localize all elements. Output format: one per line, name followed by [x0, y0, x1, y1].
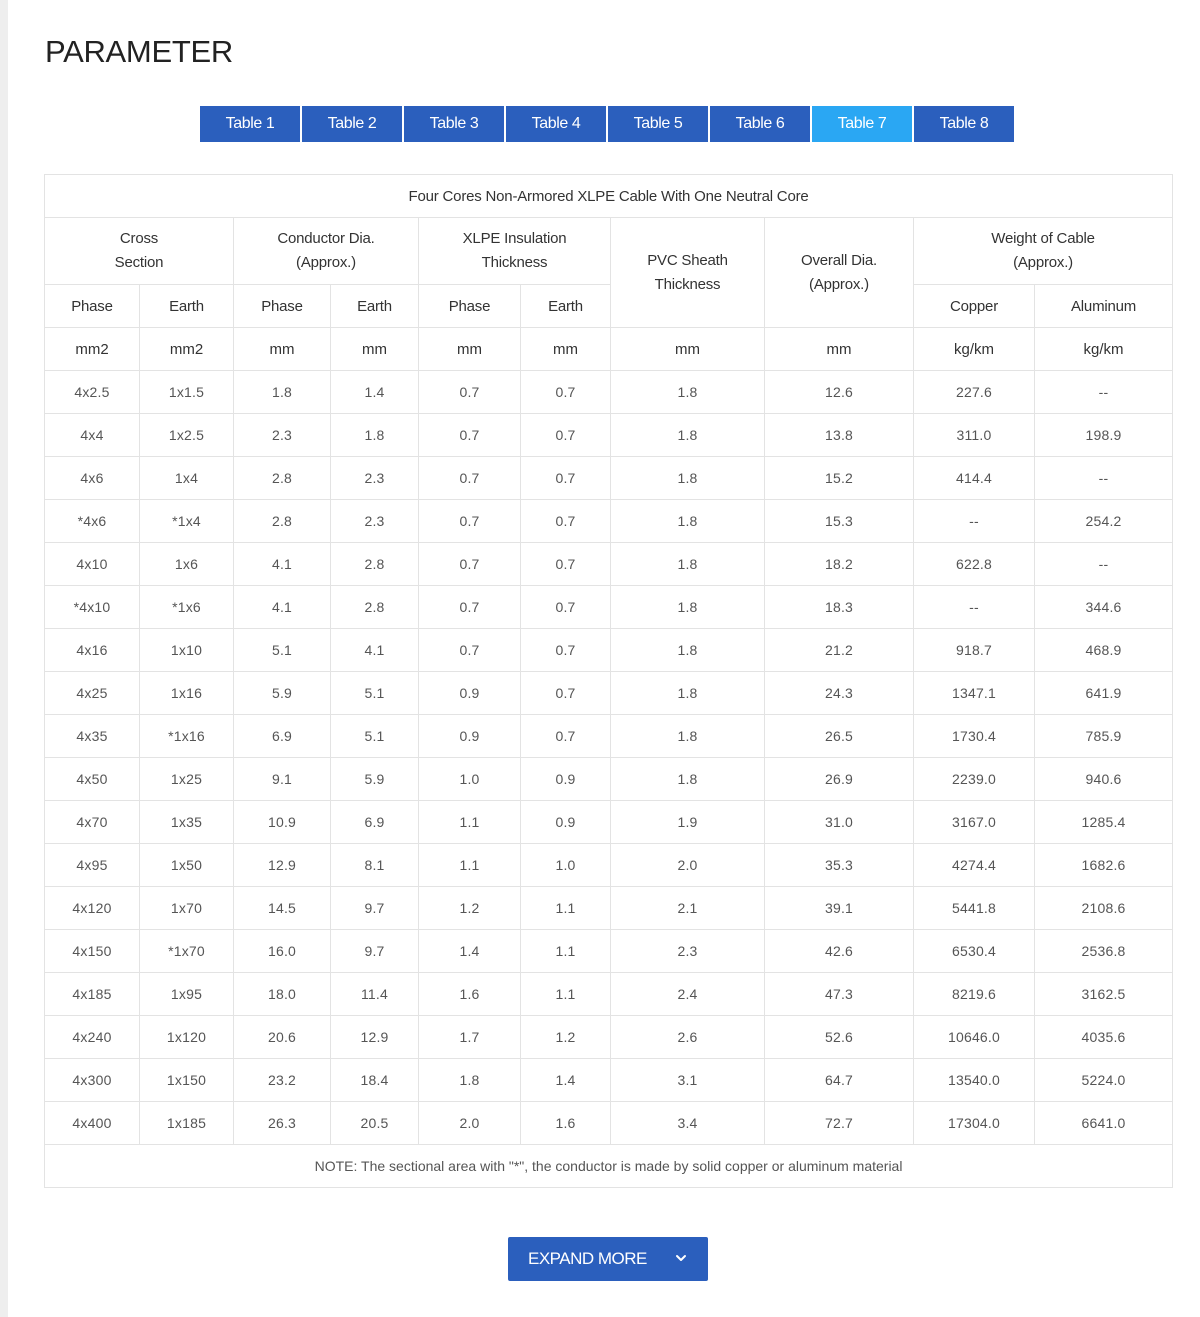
table-row: [45, 586, 1173, 629]
table-cell: 64.7: [765, 1059, 914, 1102]
table-cell: 4274.4: [914, 844, 1035, 887]
table-cell: 1.4: [419, 930, 521, 973]
table-cell: 16.0: [234, 930, 331, 973]
table-cell: 5.1: [331, 715, 419, 758]
table-cell: 1x150: [140, 1059, 234, 1102]
table-row: [45, 500, 1173, 543]
table-cell: 2239.0: [914, 758, 1035, 801]
table-cell: --: [914, 586, 1035, 629]
unit-cell: mm: [331, 328, 419, 371]
table-cell: 1.6: [419, 973, 521, 1016]
table-row: [45, 1102, 1173, 1145]
table-cell: *4x6: [45, 500, 140, 543]
table-cell: --: [1035, 457, 1173, 500]
table-cell: 26.3: [234, 1102, 331, 1145]
table-row: [45, 930, 1173, 973]
table-row: [45, 543, 1173, 586]
table-cell: 4x70: [45, 801, 140, 844]
table-cell: 10646.0: [914, 1016, 1035, 1059]
table-cell: 5.1: [331, 672, 419, 715]
table-cell: 20.6: [234, 1016, 331, 1059]
table-cell: 227.6: [914, 371, 1035, 414]
table-cell: 2.0: [419, 1102, 521, 1145]
tab-table-3[interactable]: Table 3: [404, 106, 504, 142]
table-cell: 4x2.5: [45, 371, 140, 414]
table-cell: 4x10: [45, 543, 140, 586]
table-cell: 4x6: [45, 457, 140, 500]
table-cell: 5.9: [331, 758, 419, 801]
table-cell: 72.7: [765, 1102, 914, 1145]
table-cell: 18.0: [234, 973, 331, 1016]
table-cell: *1x4: [140, 500, 234, 543]
table-cell: 2.8: [234, 500, 331, 543]
table-cell: 414.4: [914, 457, 1035, 500]
table-cell: 24.3: [765, 672, 914, 715]
table-cell: 6.9: [234, 715, 331, 758]
table-cell: 23.2: [234, 1059, 331, 1102]
unit-cell: kg/km: [1035, 328, 1173, 371]
table-cell: 1.0: [419, 758, 521, 801]
parameter-table-container: [44, 174, 1172, 1188]
table-cell: 2.8: [331, 586, 419, 629]
table-row: [45, 371, 1173, 414]
header-weight: Weight of Cable (Approx.): [914, 218, 1173, 285]
table-cell: 1.8: [611, 457, 765, 500]
left-border: [0, 0, 8, 1317]
table-cell: 5441.8: [914, 887, 1035, 930]
table-cell: 940.6: [1035, 758, 1173, 801]
table-cell: 0.7: [521, 457, 611, 500]
table-cell: 1x16: [140, 672, 234, 715]
table-cell: 4x95: [45, 844, 140, 887]
unit-cell: mm2: [45, 328, 140, 371]
table-cell: 1.4: [521, 1059, 611, 1102]
subheader-earth: Earth: [331, 285, 419, 328]
table-cell: 15.3: [765, 500, 914, 543]
subheader-phase: Phase: [234, 285, 331, 328]
table-cell: 0.7: [521, 629, 611, 672]
table-cell: *1x16: [140, 715, 234, 758]
table-cell: 0.7: [419, 629, 521, 672]
tab-table-4[interactable]: Table 4: [506, 106, 606, 142]
table-cell: 1.0: [521, 844, 611, 887]
tab-table-1[interactable]: Table 1: [200, 106, 300, 142]
table-cell: 0.7: [419, 586, 521, 629]
table-cell: 4x240: [45, 1016, 140, 1059]
table-row: [45, 973, 1173, 1016]
table-cell: 39.1: [765, 887, 914, 930]
unit-cell: mm: [765, 328, 914, 371]
table-cell: 785.9: [1035, 715, 1173, 758]
table-cell: 1.1: [521, 930, 611, 973]
table-row: [45, 414, 1173, 457]
table-cell: 6641.0: [1035, 1102, 1173, 1145]
table-cell: 1x50: [140, 844, 234, 887]
table-cell: 1.1: [521, 973, 611, 1016]
expand-more-button[interactable]: [508, 1237, 708, 1281]
table-cell: 1.7: [419, 1016, 521, 1059]
table-row: [45, 1059, 1173, 1102]
table-cell: 1.8: [234, 371, 331, 414]
table-cell: 4x25: [45, 672, 140, 715]
table-cell: *1x70: [140, 930, 234, 973]
table-cell: --: [1035, 543, 1173, 586]
table-cell: 0.7: [521, 414, 611, 457]
table-cell: 12.9: [331, 1016, 419, 1059]
table-cell: 1x35: [140, 801, 234, 844]
table-cell: 1x6: [140, 543, 234, 586]
tab-table-8[interactable]: Table 8: [914, 106, 1014, 142]
table-cell: 1x1.5: [140, 371, 234, 414]
table-cell: 4x120: [45, 887, 140, 930]
table-cell: 10.9: [234, 801, 331, 844]
table-cell: 1.8: [611, 629, 765, 672]
table-cell: 4x300: [45, 1059, 140, 1102]
table-cell: 2.0: [611, 844, 765, 887]
table-cell: 2.4: [611, 973, 765, 1016]
table-cell: 1.8: [611, 586, 765, 629]
unit-cell: mm: [234, 328, 331, 371]
table-cell: --: [1035, 371, 1173, 414]
table-cell: 0.9: [521, 758, 611, 801]
table-cell: 11.4: [331, 973, 419, 1016]
table-cell: 12.6: [765, 371, 914, 414]
table-cell: 0.7: [521, 371, 611, 414]
table-cell: 1.2: [419, 887, 521, 930]
table-cell: 1.1: [419, 801, 521, 844]
table-cell: 52.6: [765, 1016, 914, 1059]
table-cell: 1x95: [140, 973, 234, 1016]
parameter-table: [44, 174, 1173, 1188]
table-cell: 1x120: [140, 1016, 234, 1059]
table-cell: 14.5: [234, 887, 331, 930]
expand-more-label: EXPAND MORE: [528, 1249, 647, 1268]
table-cell: 2.1: [611, 887, 765, 930]
table-cell: 1.1: [521, 887, 611, 930]
table-cell: 13.8: [765, 414, 914, 457]
table-row: [45, 457, 1173, 500]
table-cell: 21.2: [765, 629, 914, 672]
table-cell: 4x16: [45, 629, 140, 672]
table-cell: 15.2: [765, 457, 914, 500]
table-cell: 1.8: [611, 414, 765, 457]
table-cell: 2.3: [331, 457, 419, 500]
table-cell: 1.8: [611, 758, 765, 801]
table-cell: 4x400: [45, 1102, 140, 1145]
table-cell: 918.7: [914, 629, 1035, 672]
table-row: [45, 715, 1173, 758]
table-cell: 9.7: [331, 930, 419, 973]
table-cell: 1.2: [521, 1016, 611, 1059]
table-cell: 1x10: [140, 629, 234, 672]
table-cell: 0.9: [419, 672, 521, 715]
table-cell: 1x2.5: [140, 414, 234, 457]
table-caption: Four Cores Non-Armored XLPE Cable With One Neutral Core: [45, 175, 1173, 218]
table-cell: 4x4: [45, 414, 140, 457]
table-cell: 1x185: [140, 1102, 234, 1145]
table-cell: 5.9: [234, 672, 331, 715]
table-tabs: [200, 106, 1016, 142]
table-cell: 4.1: [331, 629, 419, 672]
table-cell: 0.7: [419, 500, 521, 543]
table-cell: 0.9: [521, 801, 611, 844]
table-cell: 0.7: [419, 371, 521, 414]
table-row: [45, 887, 1173, 930]
table-cell: 1.1: [419, 844, 521, 887]
table-cell: 31.0: [765, 801, 914, 844]
table-cell: 254.2: [1035, 500, 1173, 543]
table-cell: 4x50: [45, 758, 140, 801]
unit-cell: mm2: [140, 328, 234, 371]
table-cell: 0.9: [419, 715, 521, 758]
table-cell: 4x150: [45, 930, 140, 973]
table-cell: --: [914, 500, 1035, 543]
table-row: [45, 801, 1173, 844]
table-cell: 0.7: [521, 543, 611, 586]
table-cell: 8.1: [331, 844, 419, 887]
page-title: PARAMETER: [45, 34, 233, 69]
subheader-earth: Earth: [521, 285, 611, 328]
table-cell: 0.7: [521, 586, 611, 629]
table-cell: 198.9: [1035, 414, 1173, 457]
table-row: [45, 758, 1173, 801]
table-cell: 344.6: [1035, 586, 1173, 629]
table-cell: *1x6: [140, 586, 234, 629]
table-cell: 20.5: [331, 1102, 419, 1145]
table-cell: 26.5: [765, 715, 914, 758]
table-cell: 1.4: [331, 371, 419, 414]
subheader-copper: Copper: [914, 285, 1035, 328]
table-cell: 18.4: [331, 1059, 419, 1102]
table-cell: 1730.4: [914, 715, 1035, 758]
table-cell: 622.8: [914, 543, 1035, 586]
table-cell: 1285.4: [1035, 801, 1173, 844]
table-row: [45, 1016, 1173, 1059]
header-xlpe-insulation: XLPE Insulation Thickness: [419, 218, 611, 285]
tab-table-2[interactable]: Table 2: [302, 106, 402, 142]
table-cell: 9.7: [331, 887, 419, 930]
unit-cell: mm: [521, 328, 611, 371]
table-cell: 311.0: [914, 414, 1035, 457]
tab-table-6[interactable]: Table 6: [710, 106, 810, 142]
header-pvc-sheath: PVC Sheath Thickness: [611, 218, 765, 328]
table-cell: 13540.0: [914, 1059, 1035, 1102]
table-cell: 1.8: [611, 672, 765, 715]
header-cross-section: Cross Section: [45, 218, 234, 285]
table-cell: 5.1: [234, 629, 331, 672]
tab-table-7[interactable]: Table 7: [812, 106, 912, 142]
table-cell: 4.1: [234, 586, 331, 629]
chevron-down-icon: [674, 1251, 688, 1265]
table-cell: 6.9: [331, 801, 419, 844]
table-cell: 18.2: [765, 543, 914, 586]
table-cell: 47.3: [765, 973, 914, 1016]
unit-cell: mm: [419, 328, 521, 371]
table-cell: 26.9: [765, 758, 914, 801]
units-row: [45, 328, 1173, 371]
table-cell: 2.6: [611, 1016, 765, 1059]
table-cell: 2.8: [331, 543, 419, 586]
table-row: [45, 629, 1173, 672]
table-cell: 1.8: [611, 371, 765, 414]
table-cell: 1x70: [140, 887, 234, 930]
table-cell: 1.8: [611, 543, 765, 586]
table-cell: 0.7: [521, 715, 611, 758]
table-cell: 1.8: [331, 414, 419, 457]
table-cell: 35.3: [765, 844, 914, 887]
unit-cell: kg/km: [914, 328, 1035, 371]
table-row: [45, 844, 1173, 887]
table-cell: 1.6: [521, 1102, 611, 1145]
table-cell: 42.6: [765, 930, 914, 973]
table-cell: 0.7: [419, 457, 521, 500]
table-cell: 18.3: [765, 586, 914, 629]
table-cell: 3162.5: [1035, 973, 1173, 1016]
tab-table-5[interactable]: Table 5: [608, 106, 708, 142]
subheader-aluminum: Aluminum: [1035, 285, 1173, 328]
header-conductor-dia: Conductor Dia. (Approx.): [234, 218, 419, 285]
table-cell: *4x10: [45, 586, 140, 629]
table-cell: 12.9: [234, 844, 331, 887]
table-cell: 1347.1: [914, 672, 1035, 715]
table-cell: 9.1: [234, 758, 331, 801]
table-cell: 4x35: [45, 715, 140, 758]
table-cell: 1x25: [140, 758, 234, 801]
table-cell: 5224.0: [1035, 1059, 1173, 1102]
unit-cell: mm: [611, 328, 765, 371]
table-cell: 1.8: [611, 500, 765, 543]
subheader-phase: Phase: [419, 285, 521, 328]
table-cell: 2108.6: [1035, 887, 1173, 930]
table-cell: 4035.6: [1035, 1016, 1173, 1059]
table-cell: 641.9: [1035, 672, 1173, 715]
table-cell: 468.9: [1035, 629, 1173, 672]
table-cell: 3.4: [611, 1102, 765, 1145]
table-cell: 2.3: [331, 500, 419, 543]
table-cell: 8219.6: [914, 973, 1035, 1016]
subheader-earth: Earth: [140, 285, 234, 328]
table-cell: 0.7: [521, 500, 611, 543]
table-cell: 2.8: [234, 457, 331, 500]
table-cell: 2.3: [234, 414, 331, 457]
header-overall-dia: Overall Dia. (Approx.): [765, 218, 914, 328]
table-cell: 0.7: [419, 414, 521, 457]
table-cell: 1.8: [419, 1059, 521, 1102]
table-cell: 3167.0: [914, 801, 1035, 844]
table-cell: 1x4: [140, 457, 234, 500]
table-cell: 1682.6: [1035, 844, 1173, 887]
table-cell: 1.9: [611, 801, 765, 844]
table-cell: 0.7: [521, 672, 611, 715]
table-cell: 6530.4: [914, 930, 1035, 973]
table-cell: 1.8: [611, 715, 765, 758]
table-cell: 2.3: [611, 930, 765, 973]
subheader-phase: Phase: [45, 285, 140, 328]
table-row: [45, 672, 1173, 715]
table-cell: 17304.0: [914, 1102, 1035, 1145]
table-cell: 2536.8: [1035, 930, 1173, 973]
table-cell: 4.1: [234, 543, 331, 586]
table-cell: 0.7: [419, 543, 521, 586]
table-cell: 3.1: [611, 1059, 765, 1102]
table-note: NOTE: The sectional area with "*", the conductor is made by solid copper or aluminum material: [45, 1145, 1173, 1188]
table-cell: 4x185: [45, 973, 140, 1016]
